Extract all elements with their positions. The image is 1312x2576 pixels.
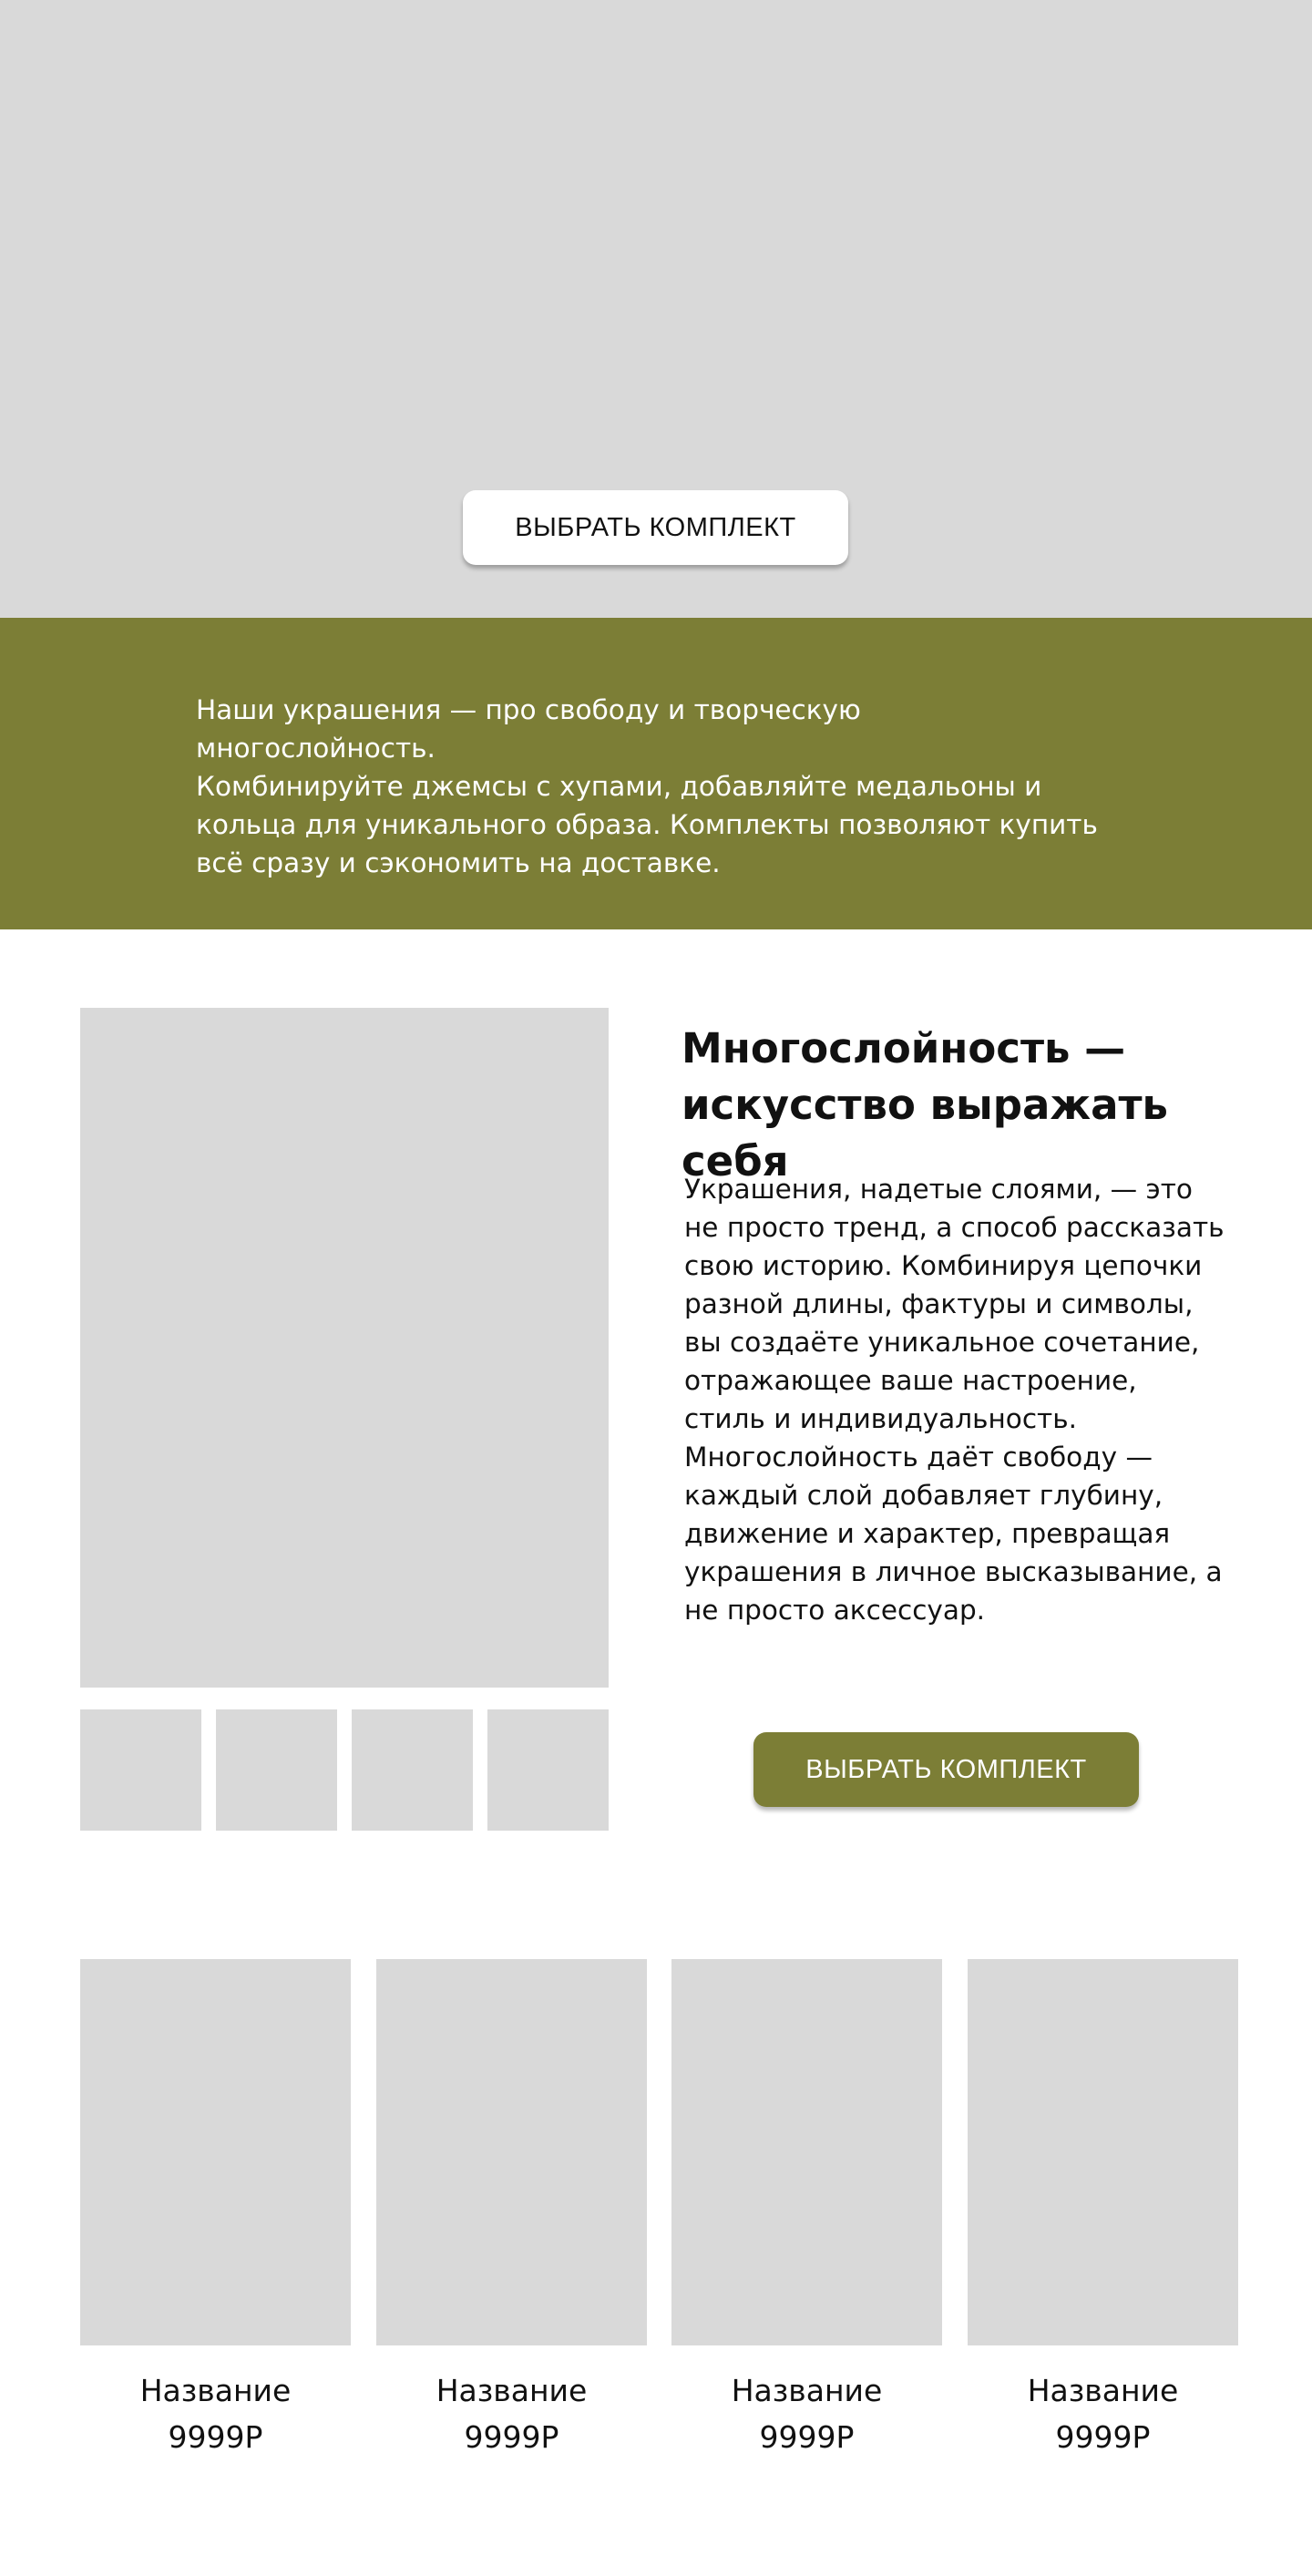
- product-name[interactable]: Название: [436, 2373, 588, 2408]
- feature-line: не просто тренд, а способ рассказать: [684, 1212, 1225, 1243]
- product-price: 9999Р: [759, 2419, 855, 2455]
- feature-heading-line: Многослойность —: [682, 1024, 1126, 1072]
- feature-line: движение и характер, превращая: [684, 1518, 1171, 1549]
- hero-banner: [0, 0, 1312, 618]
- intro-line: кольца для уникального образа. Комплекты позволяют купить: [196, 809, 1098, 840]
- product-price: 9999Р: [1055, 2419, 1151, 2455]
- feature-heading: [682, 1021, 1265, 1190]
- feature-line: Украшения, надетые слоями, — это: [684, 1174, 1193, 1205]
- feature-line: Многослойность даёт свободу —: [684, 1442, 1153, 1473]
- feature-line: свою историю. Комбинируя цепочки: [684, 1250, 1203, 1281]
- product-name[interactable]: Название: [731, 2373, 883, 2408]
- intro-text: [196, 691, 1107, 882]
- gallery-thumbnail[interactable]: [80, 1709, 201, 1831]
- feature-choose-set-button[interactable]: ВЫБРАТЬ КОМПЛЕКТ: [753, 1732, 1139, 1807]
- gallery-main-image: [80, 1008, 609, 1688]
- product-image[interactable]: [376, 1959, 647, 2345]
- intro-line: всё сразу и сэкономить на доставке.: [196, 847, 721, 878]
- product-name[interactable]: Название: [1027, 2373, 1179, 2408]
- product-price: 9999Р: [464, 2419, 559, 2455]
- feature-description: [684, 1170, 1231, 1629]
- gallery-thumbnail[interactable]: [216, 1709, 337, 1831]
- hero-choose-set-button[interactable]: ВЫБРАТЬ КОМПЛЕКТ: [463, 490, 848, 565]
- gallery-thumbnail[interactable]: [487, 1709, 609, 1831]
- intro-line: Комбинируйте джемсы с хупами, добавляйте медальоны и: [196, 771, 1042, 802]
- intro-line: Наши украшения — про свободу и творческую многослойность.: [196, 694, 861, 764]
- intro-band: [0, 618, 1312, 929]
- product-name[interactable]: Название: [139, 2373, 292, 2408]
- feature-line: стиль и индивидуальность.: [684, 1403, 1078, 1434]
- product-image[interactable]: [671, 1959, 942, 2345]
- feature-line: отражающее ваше настроение,: [684, 1365, 1137, 1396]
- feature-line: не просто аксессуар.: [684, 1595, 986, 1626]
- product-image[interactable]: [80, 1959, 351, 2345]
- feature-line: вы создаёте уникальное сочетание,: [684, 1327, 1200, 1358]
- feature-line: разной длины, фактуры и символы,: [684, 1288, 1194, 1319]
- product-image[interactable]: [968, 1959, 1238, 2345]
- gallery-thumbnail[interactable]: [352, 1709, 473, 1831]
- feature-heading-line: искусство выражать себя: [682, 1081, 1169, 1185]
- feature-line: каждый слой добавляет глубину,: [684, 1480, 1163, 1511]
- product-price: 9999Р: [168, 2419, 263, 2455]
- feature-line: украшения в личное высказывание, а: [684, 1556, 1223, 1587]
